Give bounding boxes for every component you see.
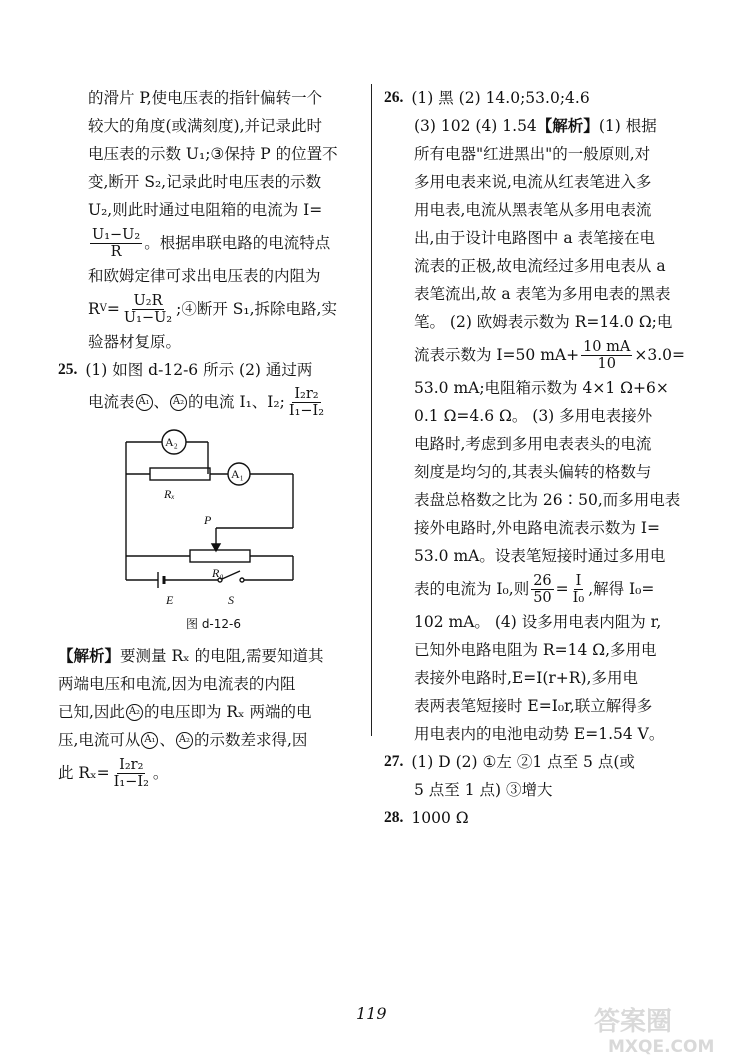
text-line: 笔。 (2) 欧姆表示数为 R=14.0 Ω;电 [414,313,673,331]
question-28-line1 [384,804,696,832]
ammeter-a1-symbol: A₁ [136,394,153,411]
fraction [531,573,553,606]
text-line: 接外电路时,外电路电流表示数为 I= [414,519,660,537]
analysis-line [58,726,363,754]
circuit-svg [58,428,363,608]
text-line: 的滑片 P,使电压表的指针偏转一个 [88,89,323,107]
fraction-numerator: 26 [533,572,552,589]
watermark-svg [590,1000,740,1055]
text-span: 。根据串联电路的电流特点 [144,234,331,252]
text-span: ,解得 I₀= [588,580,655,598]
question-number: 26. [384,89,404,106]
text-span: 要测量 Rₓ 的电阻,需要知道其 [120,647,324,665]
switch-terminal [240,578,244,582]
text-line: 表笔流出,故 a 表笔为多用电表的黑表 [414,285,671,303]
question-25-line2 [58,384,363,420]
text-line: 两端电压和电流,因为电流表的内阻 [58,675,296,693]
question-number: 25. [58,361,78,378]
fraction-numerator: U₂R [133,292,163,309]
figure-caption: 图 d-12-6 [186,617,241,631]
text-line: 验器材复原。 [88,333,182,351]
text-span: (1) 黑 (2) 14.0;53.0;4.6 [411,89,590,107]
text-span: 电流表 [88,393,135,411]
question-25-line1 [58,356,363,384]
text-span: 。 [152,764,169,782]
text-line: 较大的角度(或满刻度),并记录此时 [88,117,323,135]
text-span: 流表示数为 I=50 mA+ [414,346,580,364]
page-number: 119 [356,1004,387,1023]
column-divider [371,84,372,736]
text-line: 53.0 mA。设表笔短接时通过多用电 [414,547,666,565]
text-line-fraction [384,570,696,608]
fraction-numerator: I₂r₂ [294,385,319,402]
text-line: 刻度是均匀的,其表头偏转的格数与 [414,463,652,481]
text-span: ;④断开 S₁,拆除电路,实 [176,300,337,318]
rheostat-r0 [190,550,250,562]
question-26-line2 [384,112,696,140]
fraction [112,757,151,790]
label-p: P [204,513,212,527]
watermark-url: MXQE.COM [608,1037,715,1055]
text-line: 表接外电路时,E=I(r+R),多用电 [414,669,638,687]
analysis-line [58,642,363,670]
text-span: 已知,因此 [58,703,125,721]
fraction-denominator: I₀ [572,589,585,606]
fraction [581,339,632,372]
watermark-text: 答案圈 [594,1007,673,1037]
label-a2: A₂ [165,435,178,449]
text-line: U₂,则此时通过电阻箱的电流为 I= [88,201,323,219]
ammeter-a2-symbol: A₂ [126,704,143,721]
text-span: 的示数差求得,因 [193,731,308,749]
text-line: 电压表的示数 U₁;③保持 P 的位置不 [88,145,338,163]
fraction-denominator: I₁−I₂ [288,402,325,419]
fraction-numerator: I [575,572,582,589]
text-line: 5 点至 1 点) ③增大 [414,781,553,799]
question-26-line1 [384,84,696,112]
analysis-tag: 【解析】 [536,116,599,135]
text-span: 、 [153,393,170,411]
text-span: (1) D (2) ①左 ②1 点至 5 点(或 [411,753,635,771]
circuit-diagram [58,428,363,638]
fraction-denominator: U₁−U₂ [123,309,173,326]
text-span: (1) 如图 d-12-6 所示 (2) 通过两 [85,361,313,379]
analysis-tag: 【解析】 [58,646,121,665]
ammeter-a2-symbol: A₂ [176,732,193,749]
text-span: ×3.0= [634,346,685,364]
text-line: 变,断开 S₂,记录此时电压表的示数 [88,173,322,191]
text-line-fraction [384,336,696,374]
text-span: 1000 Ω [411,809,469,827]
text-span: = [106,300,120,318]
text-line: 用电表,电流从黑表笔从多用电表流 [414,201,652,219]
label-s: S [228,593,234,607]
text-span: 、 [159,731,175,749]
fraction [122,293,174,326]
label-e: E [166,593,174,607]
label-rx: Rₓ [164,487,175,501]
right-column [384,84,696,832]
question-27-line1 [384,748,696,776]
text-line: 电路时,考虑到多用电表表头的电流 [414,435,652,453]
label-r0: R₀ [212,566,224,580]
fraction-denominator: R [110,243,122,260]
text-line: 流表的正极,故电流经过多用电表从 a [414,257,666,275]
fraction-numerator: I₂r₂ [119,756,144,773]
text-line: 所有电器"红进黑出"的一般原则,对 [414,145,651,163]
text-line: 53.0 mA;电阻箱示数为 4×1 Ω+6× [414,379,669,397]
text-span: 压,电流可从 [58,731,141,749]
subscript: V [99,303,107,314]
left-column [58,84,363,792]
text-line: 0.1 Ω=4.6 Ω。 (3) 多用电表接外 [414,407,653,425]
text-line: 出,由于设计电路图中 a 表笔接在电 [414,229,656,247]
text-span: = [555,580,569,598]
ammeter-a1-symbol: A₁ [141,732,158,749]
text-line: 已知外电路电阻为 R=14 Ω,多用电 [414,641,657,659]
ammeter-a2-symbol: A₂ [170,394,187,411]
fraction-denominator: 10 [597,355,616,372]
fraction [90,227,142,260]
analysis-line [58,754,363,792]
fraction-denominator: I₁−I₂ [113,773,149,790]
resistor-rx [150,468,210,480]
fraction-denominator: 50 [533,589,552,606]
question-number: 28. [384,809,404,826]
text-line: 表两表笔短接时 E=I₀r,联立解得多 [414,697,653,715]
fraction-numerator: U₁−U₂ [92,226,141,243]
text-line: 102 mA。 (4) 设多用电表内阻为 r, [414,613,662,631]
label-a1: A₁ [231,467,244,481]
fraction [287,386,326,419]
question-number: 27. [384,753,404,770]
text-span: 的电压即为 Rₓ 两端的电 [143,703,312,721]
text-line: 表盘总格数之比为 26∶50,而多用电表 [414,491,681,509]
text-span: (3) 102 (4) 1.54 [414,117,537,135]
switch-lever [222,571,240,579]
text-span: 的电流 I₁、I₂; [188,393,285,411]
text-line-fraction [58,290,363,328]
text-line: 多用电表来说,电流从红表笔进入多 [414,173,652,191]
text-line: 用电表内的电池电动势 E=1.54 V。 [414,725,665,743]
watermark-logo [590,1000,740,1055]
text-span: 表的电流为 I₀,则 [414,580,530,598]
fraction [571,573,587,606]
text-line-fraction [58,224,363,262]
text-span: R [88,300,100,318]
text-line: 和欧姆定律可求出电压表的内阻为 [88,267,321,285]
text-span: (1) 根据 [598,117,657,135]
text-span: 此 Rₓ= [58,764,110,782]
fraction-numerator: 10 mA [583,338,631,355]
analysis-line [58,698,363,726]
